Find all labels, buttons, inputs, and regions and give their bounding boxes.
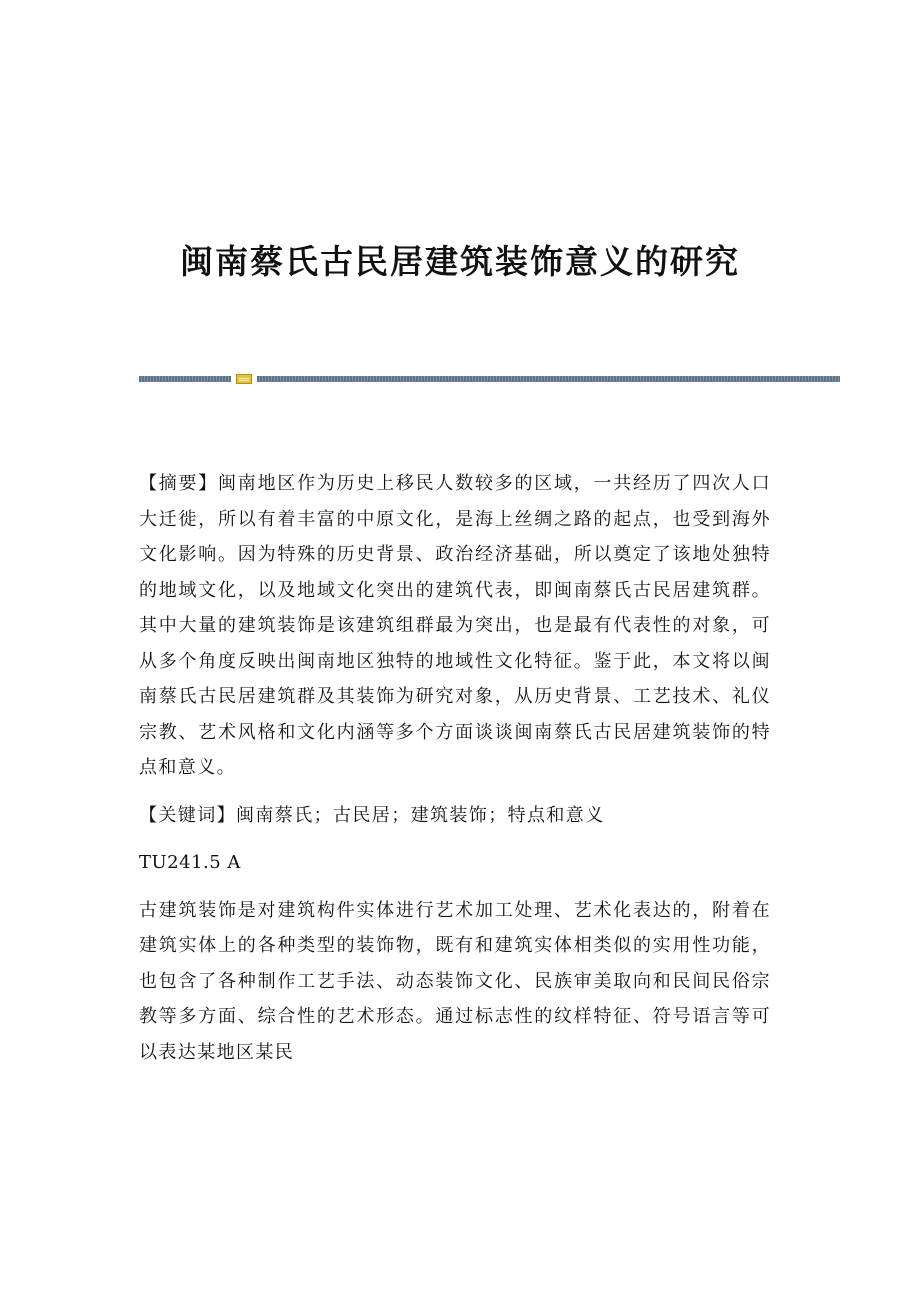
title-divider <box>139 374 840 384</box>
body-text <box>139 466 771 1070</box>
intro-paragraph: 古建筑装饰是对建筑构件实体进行艺术加工处理、艺术化表达的，附着在建筑实体上的各种类型的装饰物，既有和建筑实体相类似的实用性功能，也包含了各种制作工艺手法、动态装饰文化、民族审美取向和民间民俗宗教等多方面、综合性的艺术形态。通过标志性的纹样特征、符号语言等可以表达某地区某民 <box>139 899 771 1063</box>
classification-code: TU241.5 A <box>139 852 241 873</box>
divider-bar-right <box>257 376 840 382</box>
divider-bar-left <box>139 376 231 382</box>
keywords-paragraph: 【关键词】闽南蔡氏；古民居；建筑装饰；特点和意义 <box>139 804 605 826</box>
divider-ornament-icon <box>236 374 252 384</box>
page-title: 闽南蔡氏古民居建筑装饰意义的研究 <box>180 242 740 282</box>
abstract-paragraph: 【摘要】闽南地区作为历史上移民人数较多的区域，一共经历了四次人口大迁徙，所以有着丰富的中原文化，是海上丝绸之路的起点，也受到海外文化影响。因为特殊的历史背景、政治经济基础，所以奠定了该地处独特的地域文化，以及地域文化突出的建筑代表，即闽南蔡氏古民居建筑群。其中大量的建筑装饰是该建筑组群最为突出，也是最有代表性的对象，可从多个角度反映出闽南地区独特的地域性文化特征。鉴于此，本文将以闽南蔡氏古民居建筑群及其装饰为研究对象，从历史背景、工艺技术、礼仪宗教、艺术风格和文化内涵等多个方面谈谈闽南蔡氏古民居建筑装饰的特点和意义。 <box>139 473 771 778</box>
